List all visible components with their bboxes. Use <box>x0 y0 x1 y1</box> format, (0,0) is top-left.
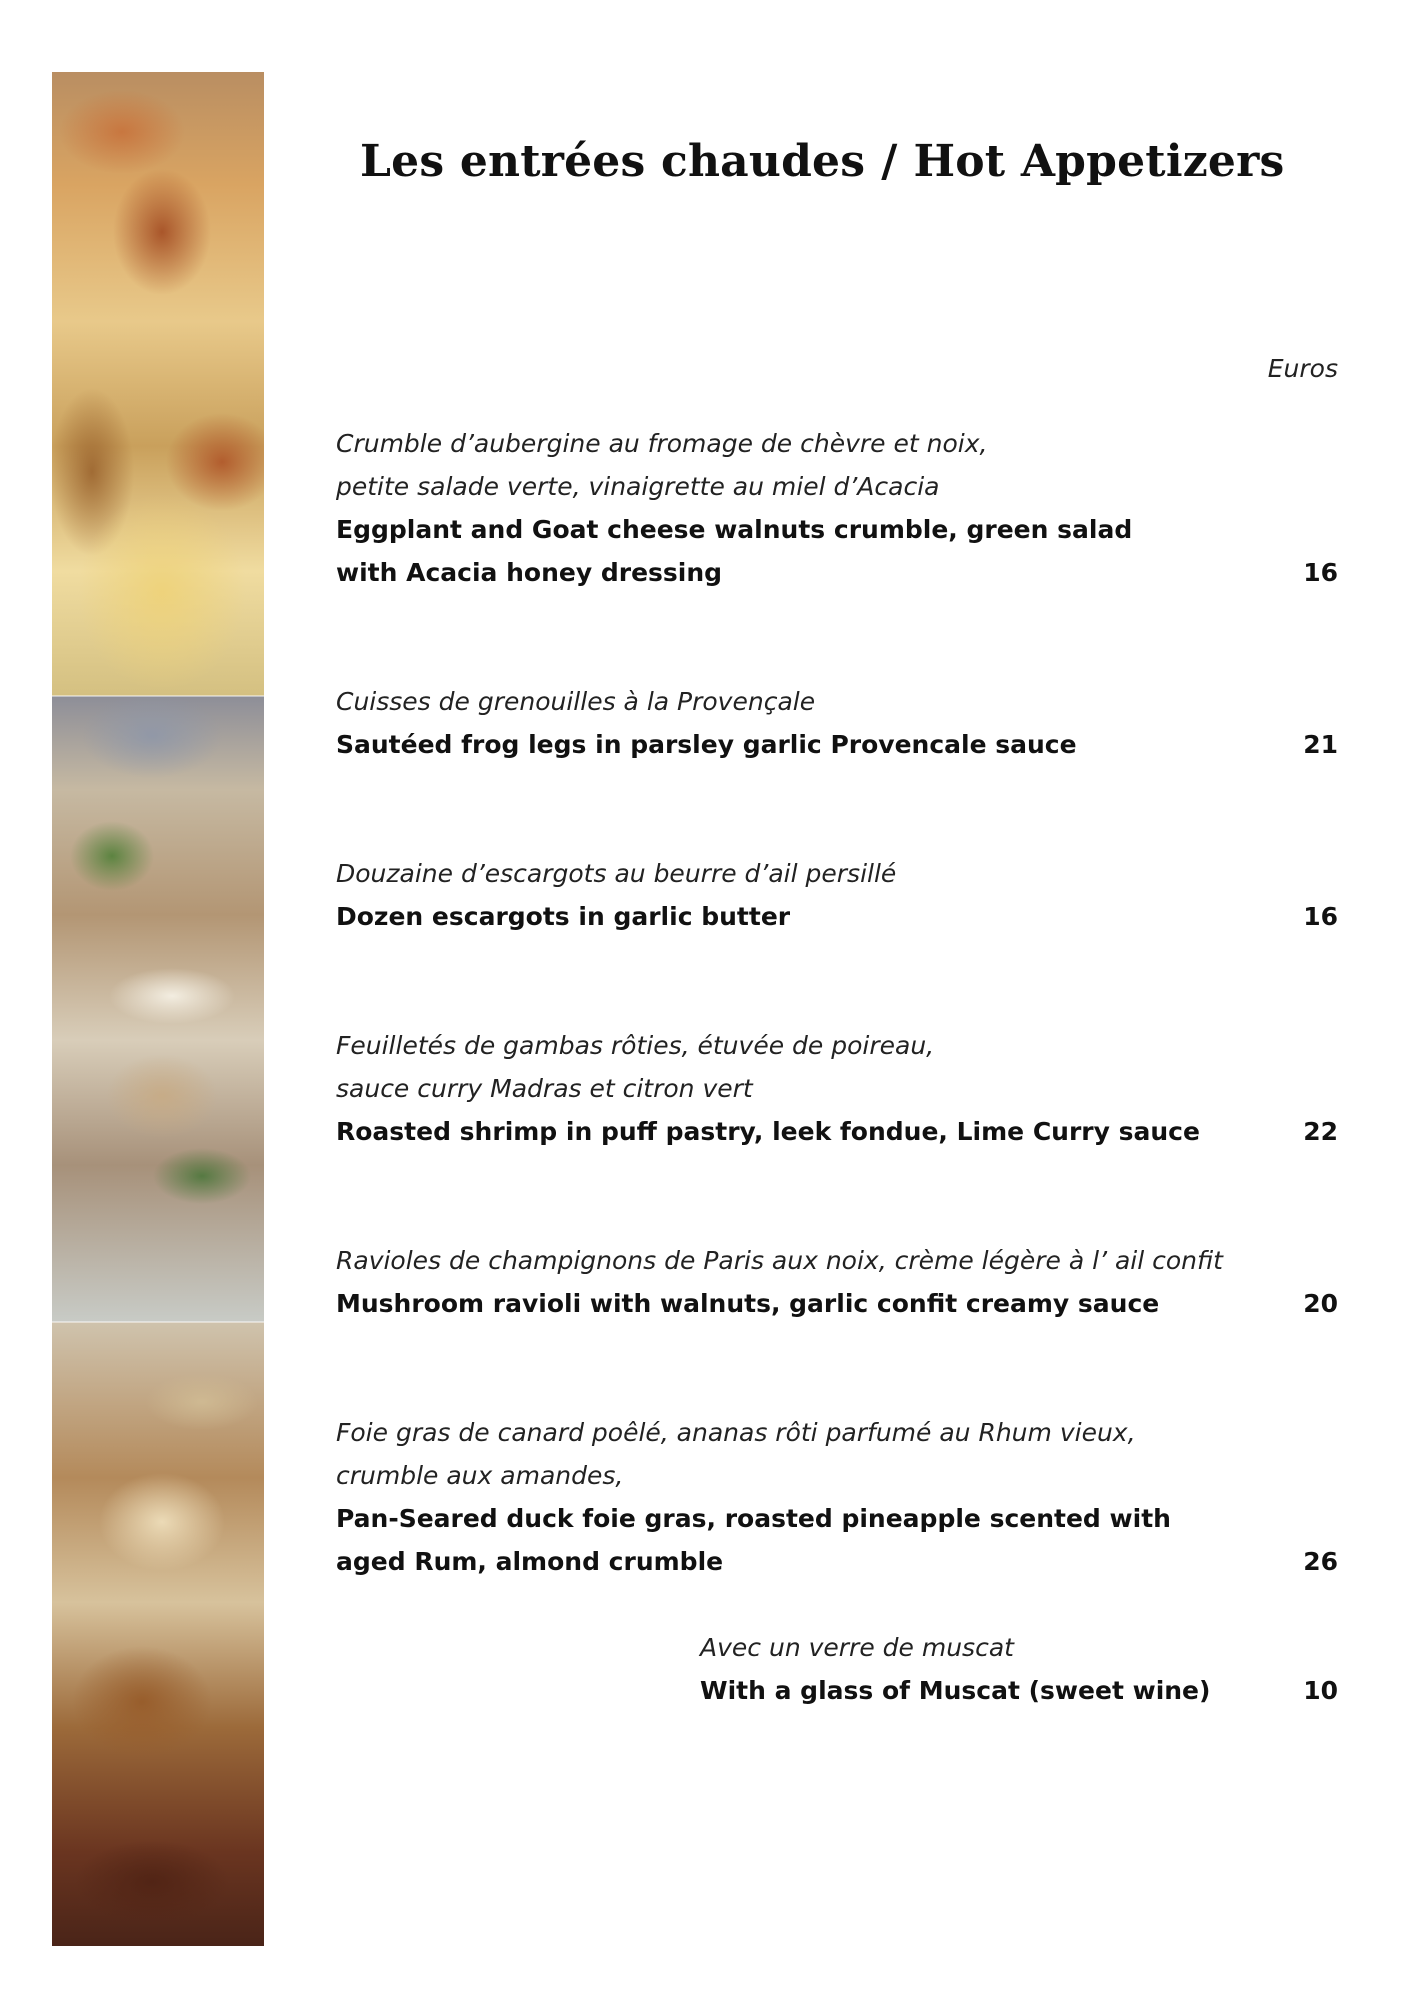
currency-label: Euros <box>1267 354 1338 383</box>
english-name: Pan-Seared duck foie gras, roasted pineapple scented with <box>336 1504 1171 1533</box>
price: 21 <box>1303 730 1338 759</box>
english-name: Dozen escargots in garlic butter <box>336 902 791 931</box>
menu-item-shrimp-puff-pastry <box>336 1024 1338 1153</box>
english-price-row <box>700 1669 1338 1712</box>
title-separator: / <box>881 136 898 187</box>
title-english: Hot Appetizers <box>913 136 1285 187</box>
menu-item-frog-legs <box>336 680 1338 766</box>
french-description: Cuisses de grenouilles à la Provençale <box>336 687 816 716</box>
price: 20 <box>1303 1289 1338 1318</box>
english-name: Sautéed frog legs in parsley garlic Provencale sauce <box>336 730 1077 759</box>
price: 10 <box>1303 1676 1338 1705</box>
title-french: Les entrées chaudes <box>360 136 866 187</box>
english-price-row <box>336 723 1338 766</box>
french-description: crumble aux amandes, <box>336 1461 624 1490</box>
french-description: Avec un verre de muscat <box>700 1633 1014 1662</box>
price: 16 <box>1303 902 1338 931</box>
english-price-row <box>336 895 1338 938</box>
french-description: Feuilletés de gambas rôties, étuvée de poireau, <box>336 1031 935 1060</box>
page-title <box>360 136 1285 187</box>
photo-divider <box>52 695 264 697</box>
french-description: sauce curry Madras et citron vert <box>336 1074 753 1103</box>
english-name: with Acacia honey dressing <box>336 558 723 587</box>
menu-item-escargots <box>336 852 1338 938</box>
menu-item-foie-gras <box>336 1411 1338 1583</box>
french-description: petite salade verte, vinaigrette au miel d’Acacia <box>336 472 940 501</box>
menu-item-eggplant-crumble <box>336 422 1338 594</box>
grilled-shrimp-photo <box>52 72 264 696</box>
english-name: aged Rum, almond crumble <box>336 1547 724 1576</box>
foie-gras-photo <box>52 1322 264 1946</box>
menu-item-mushroom-ravioli <box>336 1239 1338 1325</box>
english-name: Eggplant and Goat cheese walnuts crumble, green salad <box>336 515 1133 544</box>
english-price-row <box>336 1110 1338 1153</box>
addon-muscat <box>700 1626 1338 1712</box>
english-price-row <box>336 551 1338 594</box>
food-photo-strip <box>52 72 264 1946</box>
french-description: Foie gras de canard poêlé, ananas rôti parfumé au Rhum vieux, <box>336 1418 1136 1447</box>
english-name: Mushroom ravioli with walnuts, garlic confit creamy sauce <box>336 1289 1160 1318</box>
english-name: Roasted shrimp in puff pastry, leek fondue, Lime Curry sauce <box>336 1117 1200 1146</box>
french-description: Crumble d’aubergine au fromage de chèvre et noix, <box>336 429 988 458</box>
mushroom-ravioli-photo <box>52 696 264 1322</box>
photo-divider <box>52 1321 264 1323</box>
price: 16 <box>1303 558 1338 587</box>
english-price-row <box>336 1282 1338 1325</box>
french-description: Douzaine d’escargots au beurre d’ail persillé <box>336 859 897 888</box>
english-name: With a glass of Muscat (sweet wine) <box>700 1676 1211 1705</box>
english-price-row <box>336 1540 1338 1583</box>
price: 22 <box>1303 1117 1338 1146</box>
french-description: Ravioles de champignons de Paris aux noix, crème légère à l’ ail confit <box>336 1246 1223 1275</box>
price: 26 <box>1303 1547 1338 1576</box>
